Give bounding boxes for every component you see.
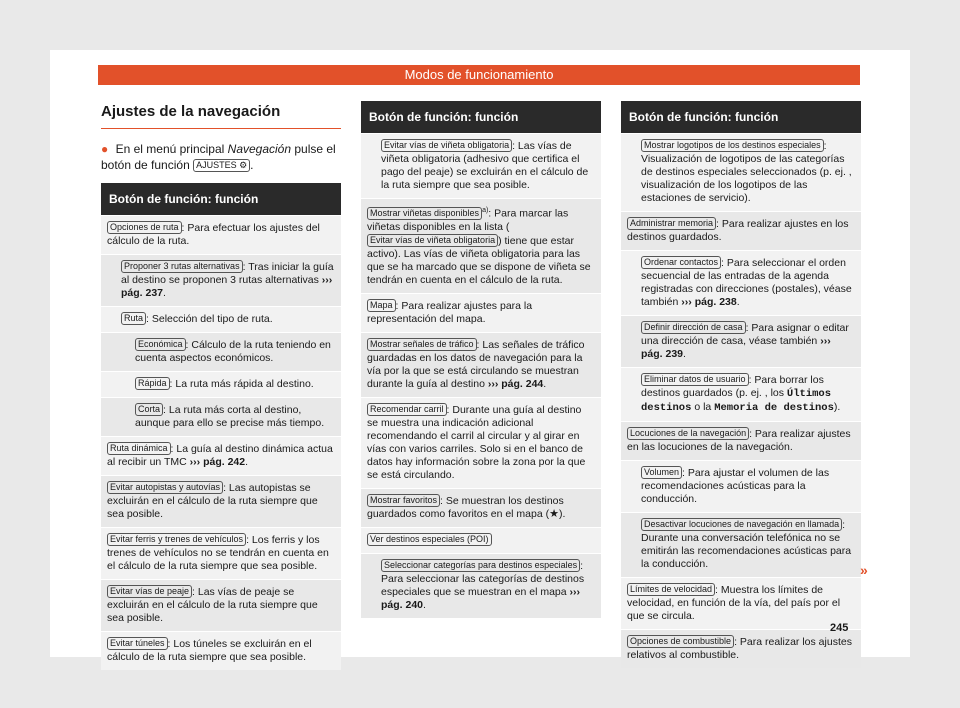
function-key: Mostrar logotipos de los destinos especiales [641,139,824,152]
row-text: : Cálculo de la ruta teniendo en cuenta aspectos económicos. [135,339,331,364]
table-row [361,553,601,618]
function-table [101,183,341,670]
function-key: Seleccionar categorías para destinos especiales [381,559,580,572]
row-text: : Visualización de logotipos de las categorías de destinos especiales seleccionados (p. ej. , visualización de los logotipos de las estaciones de servicio). [641,140,852,204]
table-row [361,332,601,397]
row-text: : Muestra los límites de velocidad, en función de la vía, del país por el que se circula. [627,584,841,622]
chapter-header: Modos de funcionamiento [98,65,860,85]
row-text: : Para realizar ajustes en las locuciones de la navegación. [627,428,851,453]
table-row [101,631,341,670]
function-key: Evitar ferris y trenes de vehículos [107,533,246,546]
row-text: : Selección del tipo de ruta. [146,313,273,325]
table-row [621,367,861,421]
intro-text: En el menú principal [112,142,228,156]
row-text: : Las vías de viñeta obligatoria (adhesivo que certifica el pago del peaje) se excluirán en el cálculo de la ruta siempre que sea posible. [381,140,589,191]
table-row [621,133,861,211]
row-text: . [163,287,166,299]
function-key: Recomendar carril [367,403,447,416]
table-header: Botón de función: función [621,101,861,133]
row-text: : Tras iniciar la guía al destino se proponen 3 rutas alternativas [121,261,334,286]
row-text: : Los túneles se excluirán en el cálculo de la ruta siempre que sea posible. [107,638,312,663]
table-row [621,577,861,629]
intro-text: pulse el botón de función [101,142,336,172]
function-key: Desactivar locuciones de navegación en llamada [641,518,842,531]
row-text: o la [691,401,715,413]
function-key: Mapa [367,299,396,312]
row-text: : Durante una guía al destino se muestra una indicación adicional recomendando el carril al circular y al girar en vías con varios carriles. Solo si en el banco de datos hay información sobre la zona por la que se está circulando. [367,403,586,481]
row-text: : Para marcar las viñetas disponibles en la lista ( [367,207,569,233]
function-key: Límites de velocidad [627,583,715,596]
function-key: Rápida [135,377,170,390]
column-1 [101,101,341,670]
function-key: Evitar vías de viñeta obligatoria [381,139,512,152]
function-key: Opciones de ruta [107,221,182,234]
row-text: : Los ferris y los trenes de vehículos no se tendrán en cuenta en el cálculo de la ruta siempre que sea posible. [107,534,329,572]
function-key: Evitar autopistas y autovías [107,481,223,494]
function-key: Volumen [641,466,682,479]
table-row [621,250,861,315]
table-row [621,211,861,250]
footnote-mark: a) [482,207,489,214]
table-row [361,527,601,553]
row-text: : Las vías de peaje se excluirán en el cálculo de la ruta siempre que sea posible. [107,586,318,624]
row-text: : La ruta más rápida al destino. [169,378,314,390]
row-text: . [245,456,249,468]
page-ref: ››› pág. 238 [681,296,737,308]
row-text: . [736,296,740,308]
display-text: Últimos destinos [641,388,832,414]
table-row [101,475,341,527]
table-row [101,306,341,332]
intro-paragraph [101,141,341,173]
row-text: : Para seleccionar las categorías de destinos especiales que se muestran en el mapa [381,559,585,598]
row-text: ). [558,507,566,520]
table-row [101,527,341,579]
table-row [361,397,601,488]
function-key: Ver destinos especiales (POI) [367,533,492,546]
row-text: : Se muestran los destinos guardados como favoritos en el mapa ( [367,494,564,520]
function-key: Evitar vías de peaje [107,585,192,598]
page-ref: ››› pág. 237 [121,274,333,299]
function-key: Mostrar viñetas disponibles [367,207,482,220]
row-text: . [683,348,686,360]
row-text: : Para realizar los ajustes relativos al combustible. [627,636,852,661]
table-row [621,421,861,460]
function-key: Opciones de combustible [627,635,734,648]
page-number: 245 [830,622,849,634]
table-row [101,436,341,475]
function-key: Locuciones de la navegación [627,427,749,440]
function-key: Corta [135,403,163,416]
function-key: Evitar túneles [107,637,168,650]
table-row [621,629,861,668]
row-text: : La guía al destino dinámica actua al recibir un TMC [107,443,333,468]
column-2 [361,101,601,618]
page-ref: ››› pág. 240 [381,585,581,611]
intro-italic: Navegación [227,142,292,156]
table-row [101,215,341,254]
table-header: Botón de función: función [361,101,601,133]
row-text: : Para realizar ajustes para la representación del mapa. [367,299,533,325]
function-key: Evitar vías de viñeta obligatoria [367,234,498,247]
column-3 [621,101,861,668]
page-ref: ››› pág. 244 [487,377,544,390]
bullet-icon: ● [101,142,109,156]
row-text: : La ruta más corta al destino, aunque para ello se precise más tiempo. [135,404,325,429]
function-key: Mostrar favoritos [367,494,440,507]
function-key: Ordenar contactos [641,256,721,269]
row-text: : Para realizar ajustes en los destinos guardados. [627,218,849,243]
intro-text: . [250,158,254,172]
function-key: Mostrar señales de tráfico [367,338,477,351]
row-text: : Para seleccionar el orden secuencial de las entradas de la agenda registradas con direcciones (postales), véase también [641,257,852,308]
function-key: Administrar memoria [627,217,716,230]
table-row [621,315,861,367]
table-row [101,579,341,631]
display-text: Memoria de destinos [714,402,834,414]
table-header: Botón de función: función [101,183,341,215]
function-key: Ruta [121,312,146,325]
table-row [621,460,861,512]
function-key: Económica [135,338,186,351]
function-table [361,101,601,618]
function-key: Definir dirección de casa [641,321,746,334]
table-row [361,133,601,198]
page-ref: ››› pág. 242 [189,456,246,468]
row-text: : Para efectuar los ajustes del cálculo de la ruta. [107,222,320,247]
page-ref: ››› pág. 239 [641,335,831,360]
star-icon: ★ [549,507,559,520]
table-row [621,512,861,577]
section-title: Ajustes de la navegación [101,101,341,129]
row-text: . [423,598,426,611]
manual-page [50,50,910,663]
row-text: : Para asignar o editar una dirección de casa, véase también [641,322,849,347]
row-text: ). [833,401,841,413]
table-row [101,254,341,306]
table-row [361,488,601,527]
row-text: : Durante una conversación telefónica no se emitirán las recomendaciones acústicas para la conducción. [641,519,852,570]
row-text: : Las autopistas se excluirán en el cálculo de la ruta siempre que sea posible. [107,482,318,520]
table-row [101,397,341,436]
row-text: . [543,377,547,390]
function-key: Proponer 3 rutas alternativas [121,260,243,273]
continued-mark: » [860,562,868,578]
row-text: : Para borrar los destinos guardados (p. ej. , los [641,374,824,399]
table-row [361,198,601,293]
ajustes-button: AJUSTES ⚙ [193,159,250,172]
row-text: ) tiene que estar activo). Las vías de viñeta obligatoria para las que se ha marcado que se dispone de viñeta se tendrán en cuenta en el cálculo de la ruta. [367,234,591,286]
row-text: : Las señales de tráfico guardadas en los datos de navegación para la vía por la que se está circulando se muestran durante la guía al destino [367,338,585,390]
function-key: Eliminar datos de usuario [641,373,749,386]
table-row [101,371,341,397]
function-table [621,101,861,668]
row-text: : Para ajustar el volumen de las recomendaciones acústicas para la conducción. [641,467,830,505]
function-key: Ruta dinámica [107,442,171,455]
table-row [101,332,341,371]
table-row [361,293,601,332]
